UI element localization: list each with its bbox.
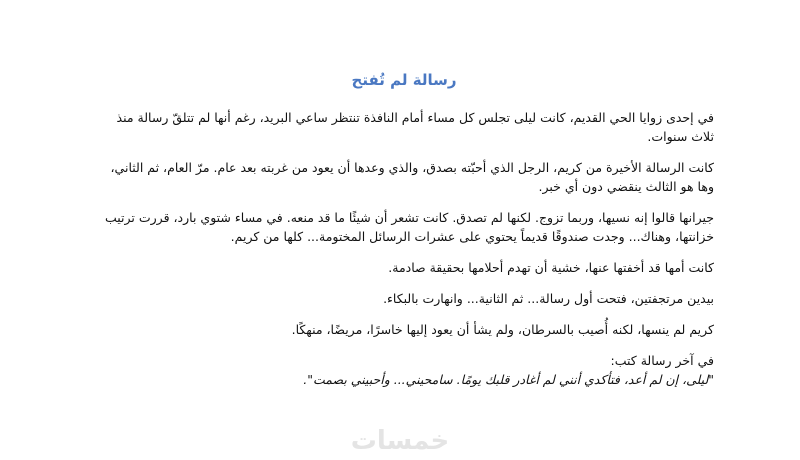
paragraph: كريم لم ينسها، لكنه أُصيب بالسرطان، ولم يشأ أن يعود إليها خاسرًا، مريضًا، منهكًا. <box>291 322 714 337</box>
paragraph: كانت الرسالة الأخيرة من كريم، الرجل الذي أحبّته بصدق، والذي وعدها أن يعود من غربته بعد عام. مرّ العام، ثم الثاني، وها هو الثالث ينقضي دون أي خبر. <box>110 160 714 194</box>
document-body <box>94 66 714 389</box>
paragraph: بيدين مرتجفتين، فتحت أول رسالة... ثم الثانية... وانهارت بالبكاء. <box>383 291 714 306</box>
paragraph: كانت أمها قد أخفتها عنها، خشية أن تهدم أحلامها بحقيقة صادمة. <box>388 260 714 275</box>
closing-quote: "ليلى، إن لم أعد، فتأكدي أنني لم أغادر قلبك يومًا. سامحيني... وأحبيني بصمت". <box>303 372 714 387</box>
watermark-logo: خمسات <box>350 426 450 456</box>
paragraph: في إحدى زوايا الحي القديم، كانت ليلى تجلس كل مساء أمام النافذة تنتظر ساعي البريد، رغم أنها لم تتلقّ رسالة منذ ثلاث سنوات. <box>116 110 714 144</box>
paragraph: جيرانها قالوا إنه نسيها، وربما تزوج. لكنها لم تصدق. كانت تشعر أن شيئًا ما قد منعه. في مساء شتوي بارد، قررت ترتيب خزانتها، وهناك... وجدت صندوقًا قديماً يحتوي على عشرات الرسائل المختومة... كلها من كريم. <box>105 210 714 244</box>
closing-intro: في آخر رسالة كتب: <box>610 353 714 368</box>
document-title: رسالة لم تُفتح <box>351 71 457 89</box>
